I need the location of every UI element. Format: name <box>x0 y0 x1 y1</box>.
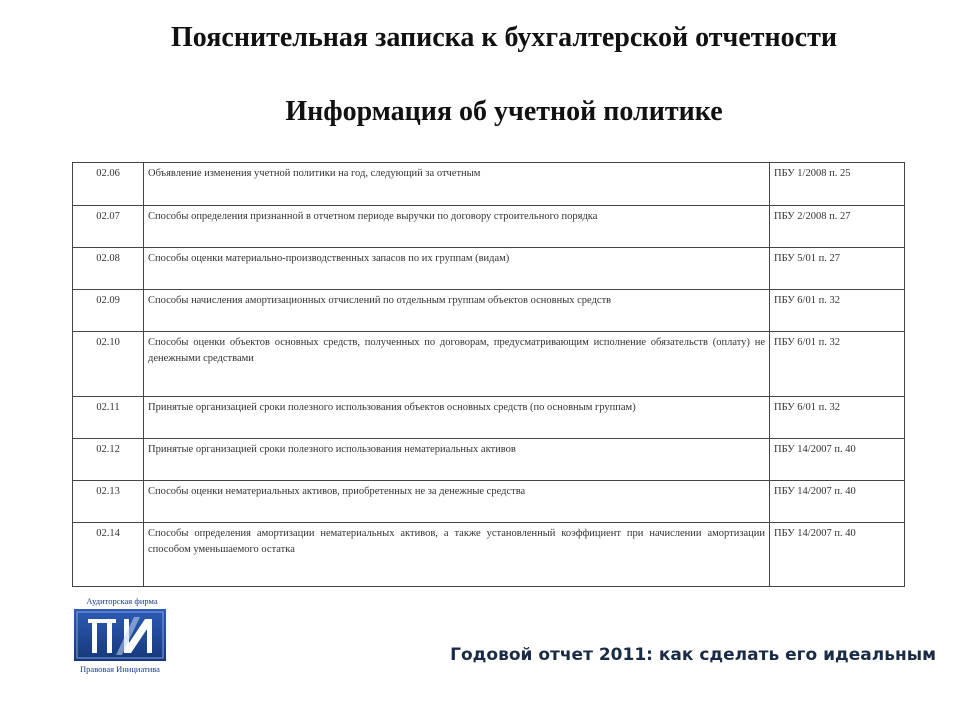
table-row <box>73 439 905 481</box>
row-code: 02.07 <box>73 206 144 248</box>
row-reference: ПБУ 6/01 п. 32 <box>770 332 905 397</box>
row-reference: ПБУ 14/2007 п. 40 <box>770 481 905 523</box>
logo-bottom-text: Правовая Инициатива <box>80 664 160 674</box>
policy-table <box>72 162 905 587</box>
row-reference: ПБУ 6/01 п. 32 <box>770 397 905 439</box>
row-code: 02.11 <box>73 397 144 439</box>
company-logo <box>70 596 174 678</box>
row-code: 02.14 <box>73 523 144 587</box>
row-reference: ПБУ 14/2007 п. 40 <box>770 439 905 481</box>
row-code: 02.10 <box>73 332 144 397</box>
table-row <box>73 206 905 248</box>
table-row <box>73 248 905 290</box>
row-description: Способы оценки нематериальных активов, приобретенных не за денежные средства <box>144 481 770 523</box>
page-title: Пояснительная записка к бухгалтерской отчетности <box>171 22 837 53</box>
table-row <box>73 397 905 439</box>
table-row <box>73 290 905 332</box>
page-subtitle: Информация об учетной политике <box>285 96 723 127</box>
row-code: 02.06 <box>73 163 144 206</box>
footer-tagline: Годовой отчет 2011: как сделать его идеальным <box>450 645 936 665</box>
table-row <box>73 332 905 397</box>
table-row <box>73 163 905 206</box>
row-description: Способы оценки объектов основных средств, полученных по договорам, предусматривающим исполнение обязательств (оплату) не денежными средствами <box>144 332 770 397</box>
row-reference: ПБУ 5/01 п. 27 <box>770 248 905 290</box>
row-description: Объявление изменения учетной политики на год, следующий за отчетным <box>144 163 770 206</box>
row-reference: ПБУ 2/2008 п. 27 <box>770 206 905 248</box>
logo-top-text: Аудиторская фирма <box>86 596 158 606</box>
company-logo-icon <box>74 609 166 661</box>
table-row <box>73 523 905 587</box>
row-code: 02.12 <box>73 439 144 481</box>
row-description: Способы определения признанной в отчетном периоде выручки по договору строительного порядка <box>144 206 770 248</box>
row-code: 02.13 <box>73 481 144 523</box>
row-reference: ПБУ 1/2008 п. 25 <box>770 163 905 206</box>
row-description: Принятые организацией сроки полезного использования нематериальных активов <box>144 439 770 481</box>
row-reference: ПБУ 6/01 п. 32 <box>770 290 905 332</box>
row-description: Способы определения амортизации нематериальных активов, а также установленный коэффициент при начислении амортизации способом уменьшаемого остатка <box>144 523 770 587</box>
row-description: Принятые организацией сроки полезного использования объектов основных средств (по основным группам) <box>144 397 770 439</box>
table-row <box>73 481 905 523</box>
row-description: Способы оценки материально-производственных запасов по их группам (видам) <box>144 248 770 290</box>
row-code: 02.09 <box>73 290 144 332</box>
row-reference: ПБУ 14/2007 п. 40 <box>770 523 905 587</box>
row-description: Способы начисления амортизационных отчислений по отдельным группам объектов основных средств <box>144 290 770 332</box>
row-code: 02.08 <box>73 248 144 290</box>
